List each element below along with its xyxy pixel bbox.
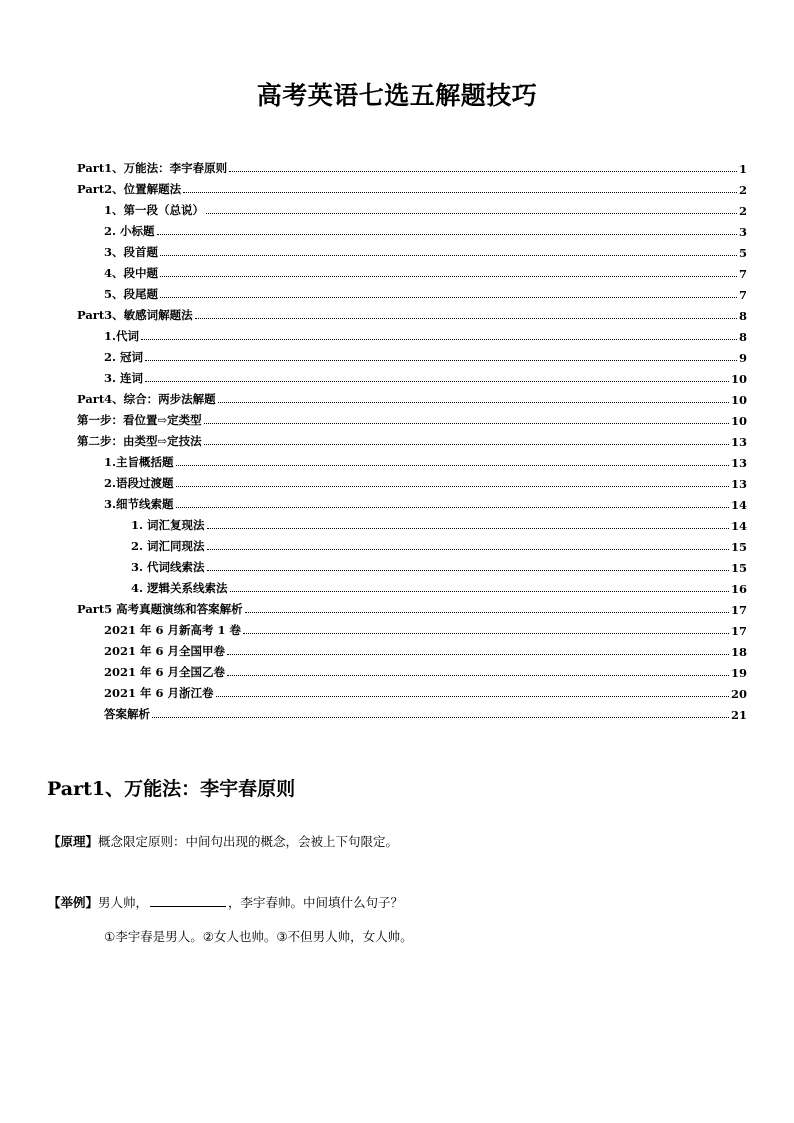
example-text-before: 男人帅， bbox=[98, 895, 149, 910]
toc-page: 14 bbox=[730, 519, 747, 533]
toc-page: 20 bbox=[730, 687, 747, 701]
toc-page: 13 bbox=[730, 435, 747, 449]
toc-entry[interactable] bbox=[104, 282, 747, 302]
toc-page: 2 bbox=[738, 204, 747, 218]
toc-leader bbox=[141, 339, 737, 340]
toc-entry[interactable] bbox=[77, 408, 747, 428]
toc-entry[interactable] bbox=[104, 324, 747, 344]
toc-entry[interactable] bbox=[104, 219, 747, 239]
toc-leader bbox=[227, 675, 729, 676]
toc-leader bbox=[176, 507, 729, 508]
toc-label: 答案解析 bbox=[104, 707, 150, 721]
toc-leader bbox=[227, 654, 729, 655]
toc-label: 2. 冠词 bbox=[104, 350, 144, 364]
toc-label: 3.细节线索题 bbox=[104, 497, 174, 511]
toc-page: 1 bbox=[738, 162, 747, 176]
toc-label: 2. 词汇同现法 bbox=[131, 539, 205, 553]
toc-leader bbox=[145, 381, 729, 382]
toc-entry[interactable] bbox=[77, 303, 747, 323]
toc-leader bbox=[195, 318, 737, 319]
toc-entry[interactable] bbox=[131, 513, 747, 533]
toc-label: 3. 代词线索法 bbox=[131, 560, 205, 574]
toc-entry[interactable] bbox=[104, 366, 747, 386]
toc-label: Part2、位置解题法 bbox=[77, 182, 182, 196]
toc-entry[interactable] bbox=[104, 660, 747, 680]
toc-leader bbox=[160, 255, 737, 256]
toc-label: 2. 小标题 bbox=[104, 224, 155, 238]
toc-leader bbox=[176, 465, 729, 466]
toc-page: 15 bbox=[730, 561, 747, 575]
toc-leader bbox=[218, 402, 729, 403]
toc-leader bbox=[243, 633, 729, 634]
toc-leader bbox=[216, 696, 729, 697]
toc-label: Part1、万能法：李宇春原则 bbox=[77, 161, 228, 175]
toc-page: 10 bbox=[730, 393, 747, 407]
toc-leader bbox=[160, 276, 737, 277]
toc-page: 7 bbox=[738, 267, 747, 281]
toc-entry[interactable] bbox=[104, 345, 747, 365]
toc-label: 4、段中题 bbox=[104, 266, 159, 280]
toc-entry[interactable] bbox=[131, 576, 747, 596]
toc-label: 第二步：由类型⇨定技法 bbox=[77, 434, 202, 448]
toc-entry[interactable] bbox=[104, 240, 747, 260]
toc-page: 13 bbox=[730, 456, 747, 470]
toc-page: 14 bbox=[730, 498, 747, 512]
toc-page: 18 bbox=[730, 645, 747, 659]
toc-entry[interactable] bbox=[104, 492, 747, 512]
toc-page: 16 bbox=[730, 582, 747, 596]
principle-paragraph bbox=[48, 832, 398, 850]
toc-label: 2.语段过渡题 bbox=[104, 476, 174, 490]
toc-page: 10 bbox=[730, 372, 747, 386]
toc-entry[interactable] bbox=[104, 198, 747, 218]
toc-leader bbox=[207, 528, 729, 529]
example-options: ①李宇春是男人。②女人也帅。③不但男人帅，女人帅。 bbox=[104, 929, 413, 944]
toc-label: 5、段尾题 bbox=[104, 287, 159, 301]
toc-label: Part3、敏感词解题法 bbox=[77, 308, 193, 322]
toc-label: 1.主旨概括题 bbox=[104, 455, 174, 469]
toc-leader bbox=[204, 423, 729, 424]
toc-entry[interactable] bbox=[131, 534, 747, 554]
toc-page: 8 bbox=[738, 330, 747, 344]
toc-entry[interactable] bbox=[104, 702, 747, 722]
toc-leader bbox=[160, 297, 737, 298]
document-title: 高考英语七选五解题技巧 bbox=[256, 81, 538, 110]
toc-page: 8 bbox=[738, 309, 747, 323]
toc-entry[interactable] bbox=[104, 471, 747, 491]
toc-entry[interactable] bbox=[77, 177, 747, 197]
toc-label: Part5 高考真题演练和答案解析 bbox=[77, 602, 243, 616]
toc-leader bbox=[207, 549, 729, 550]
toc-label: 3. 连词 bbox=[104, 371, 144, 385]
toc-label: 3、段首题 bbox=[104, 245, 159, 259]
example-paragraph bbox=[48, 893, 403, 911]
toc-label: 1. 词汇复现法 bbox=[131, 518, 205, 532]
example-text-after: ，李宇春帅。中间填什么句子？ bbox=[228, 895, 404, 910]
toc-leader bbox=[204, 444, 729, 445]
toc-page: 19 bbox=[730, 666, 747, 680]
toc-entry[interactable] bbox=[131, 555, 747, 575]
toc-label: 1.代词 bbox=[104, 329, 140, 343]
toc-leader bbox=[183, 192, 737, 193]
toc-entry[interactable] bbox=[104, 681, 747, 701]
toc-leader bbox=[206, 213, 737, 214]
toc-entry[interactable] bbox=[77, 429, 747, 449]
toc-label: Part4、综合：两步法解题 bbox=[77, 392, 216, 406]
toc-entry[interactable] bbox=[104, 639, 747, 659]
toc-entry[interactable] bbox=[104, 618, 747, 638]
section-heading: Part1、万能法：李宇春原则 bbox=[47, 778, 296, 800]
toc-page: 21 bbox=[730, 708, 747, 722]
toc-page: 7 bbox=[738, 288, 747, 302]
toc-page: 5 bbox=[738, 246, 747, 260]
toc-label: 2021 年 6 月全国甲卷 bbox=[104, 644, 226, 658]
toc-page: 2 bbox=[738, 183, 747, 197]
toc-page: 9 bbox=[738, 351, 747, 365]
toc-entry[interactable] bbox=[104, 261, 747, 281]
toc-page: 15 bbox=[730, 540, 747, 554]
toc-entry[interactable] bbox=[77, 597, 747, 617]
toc-leader bbox=[245, 612, 729, 613]
toc-leader bbox=[176, 486, 729, 487]
toc-label: 4. 逻辑关系线索法 bbox=[131, 581, 228, 595]
principle-tag: 【原理】 bbox=[48, 834, 99, 849]
toc-entry[interactable] bbox=[104, 450, 747, 470]
toc-leader bbox=[152, 717, 729, 718]
toc-label: 2021 年 6 月全国乙卷 bbox=[104, 665, 226, 679]
toc-leader bbox=[230, 591, 729, 592]
toc-page: 13 bbox=[730, 477, 747, 491]
toc-entry[interactable] bbox=[77, 387, 747, 407]
fill-in-blank bbox=[150, 894, 226, 907]
example-tag: 【举例】 bbox=[48, 895, 99, 910]
toc-entry[interactable] bbox=[77, 156, 747, 176]
toc-label: 第一步：看位置⇨定类型 bbox=[77, 413, 202, 427]
toc-page: 3 bbox=[738, 225, 747, 239]
toc-label: 2021 年 6 月浙江卷 bbox=[104, 686, 214, 700]
toc-leader bbox=[207, 570, 729, 571]
toc-page: 17 bbox=[730, 624, 747, 638]
toc-page: 17 bbox=[730, 603, 747, 617]
toc-leader bbox=[145, 360, 737, 361]
toc-leader bbox=[157, 234, 737, 235]
toc-label: 2021 年 6 月新高考 1 卷 bbox=[104, 623, 242, 637]
principle-text: 概念限定原则：中间句出现的概念，会被上下句限定。 bbox=[98, 834, 399, 849]
toc-page: 10 bbox=[730, 414, 747, 428]
toc-label: 1、第一段（总说） bbox=[104, 203, 205, 217]
toc-leader bbox=[229, 171, 737, 172]
